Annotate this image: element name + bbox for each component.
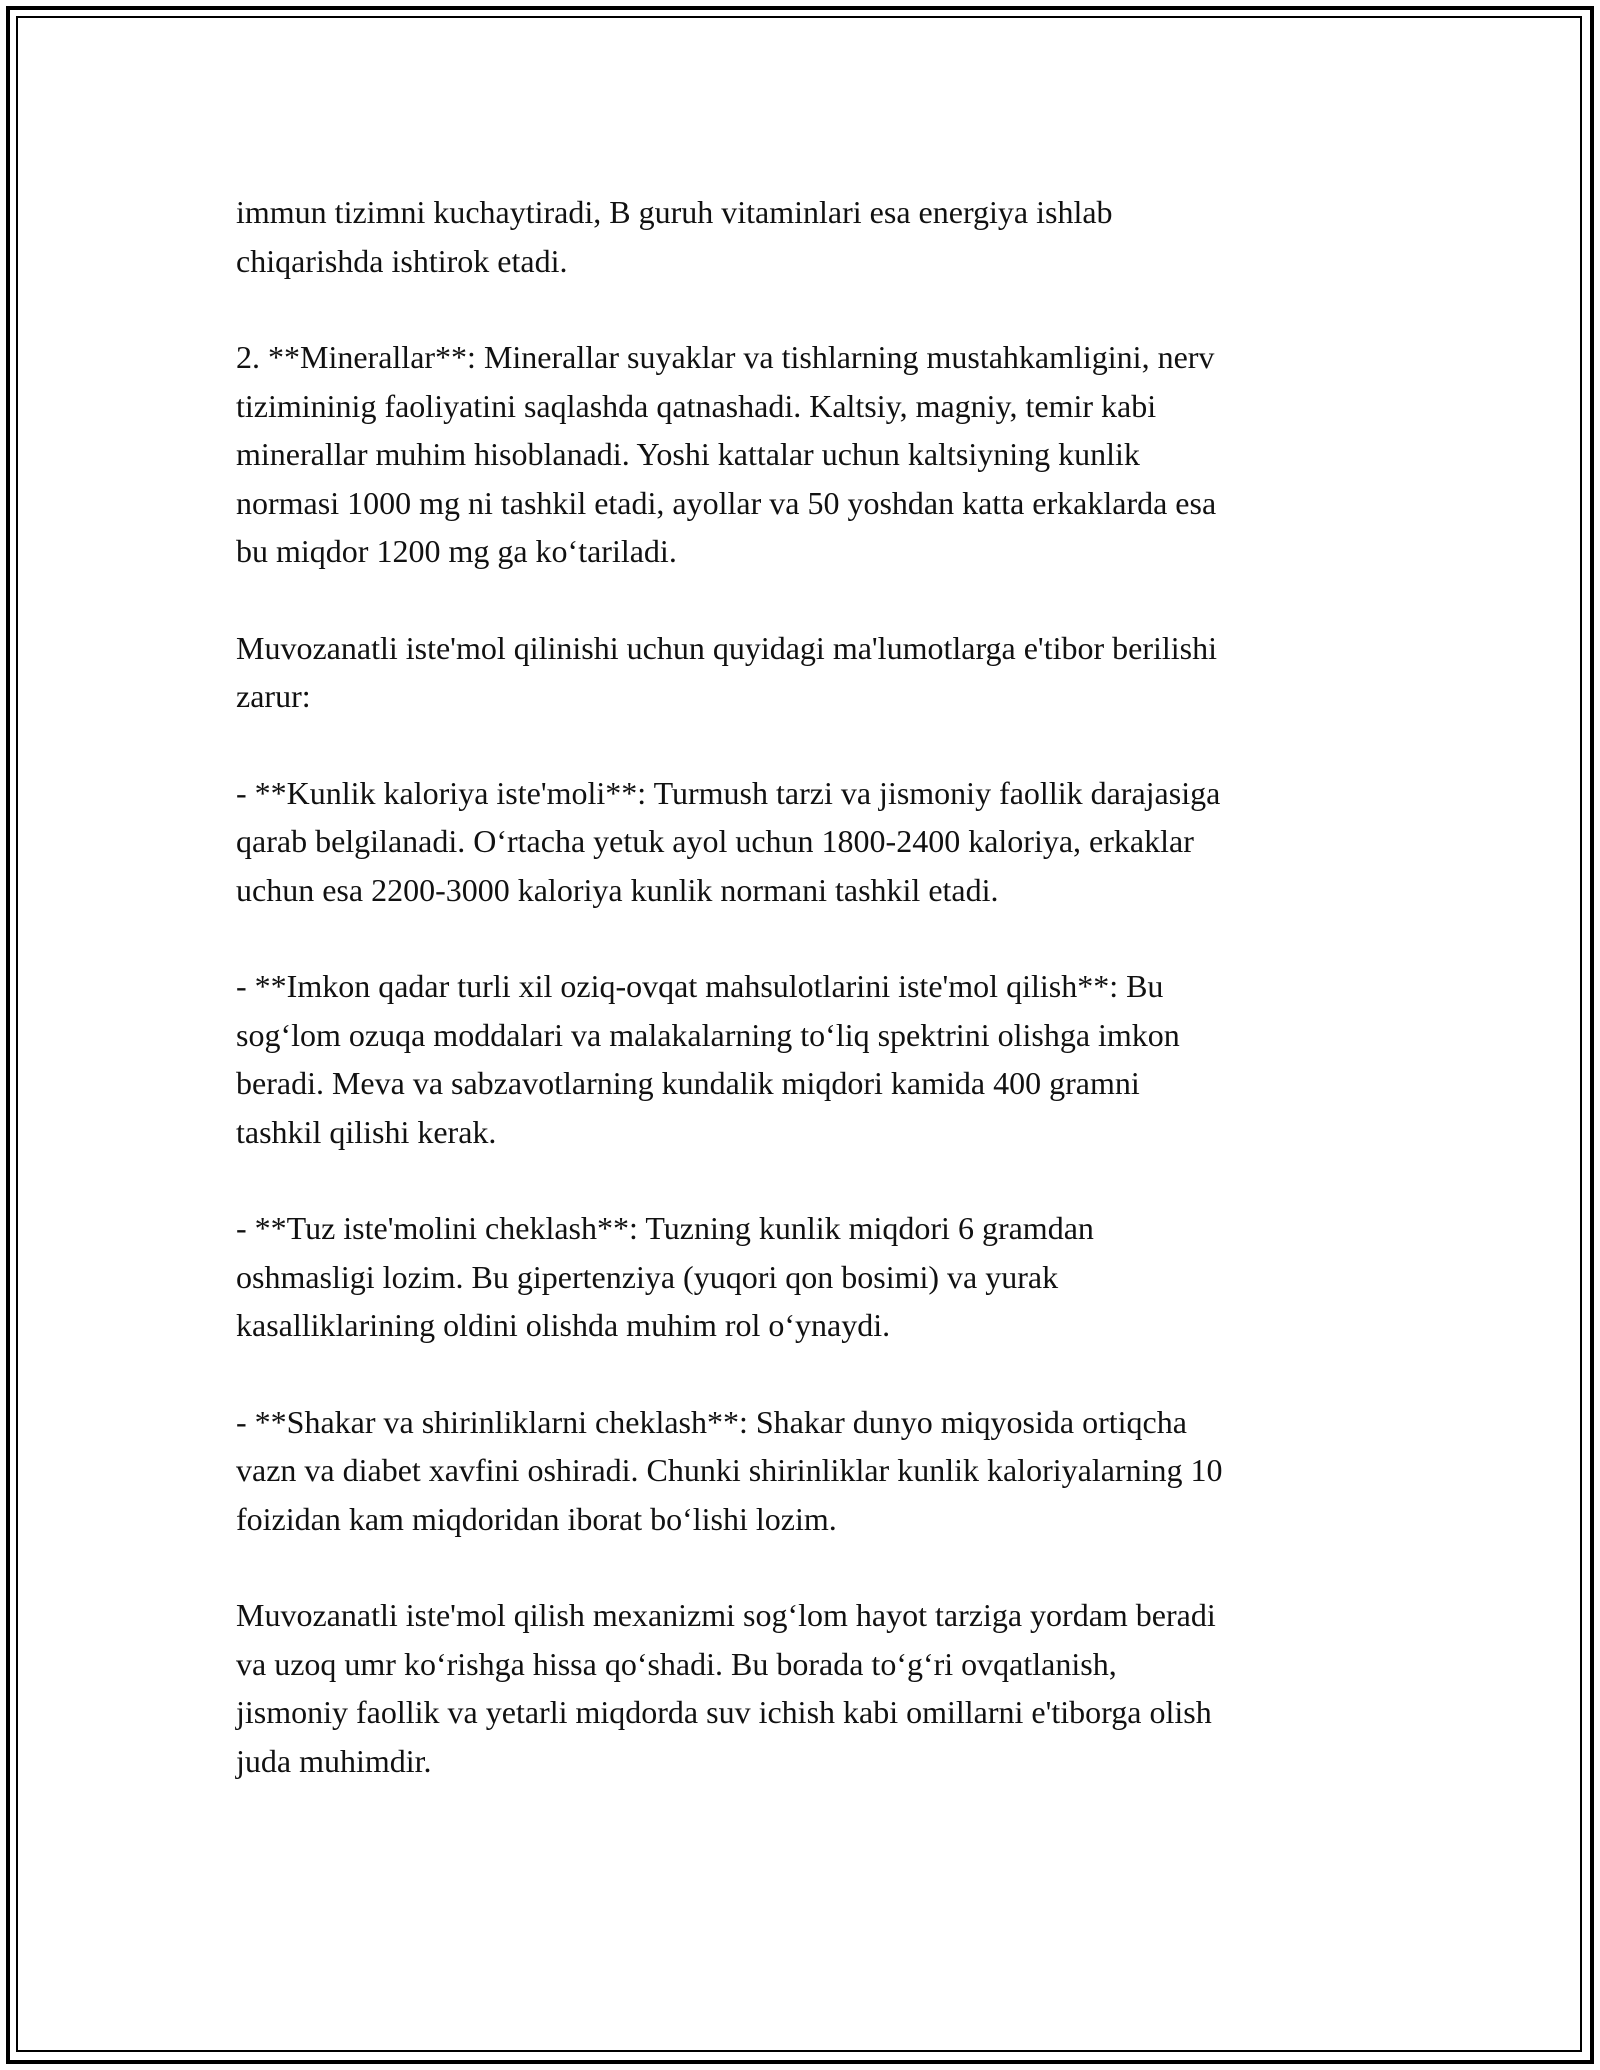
list-item-food-variety — [236, 962, 1376, 1156]
text-line: qarab belgilanadi. O‘rtacha yetuk ayol uchun 1800-2400 kaloriya, erkaklar — [236, 823, 1194, 859]
document-body — [236, 188, 1376, 1833]
paragraph-vitamins-continued — [236, 188, 1376, 285]
list-item-sugar-limit — [236, 1398, 1376, 1544]
text-line: tashkil qilishi kerak. — [236, 1113, 497, 1150]
paragraph-balanced-intro — [236, 624, 1376, 721]
text-line: normasi 1000 mg ni tashkil etadi, ayollar va 50 yoshdan katta erkaklarda esa — [236, 484, 1217, 521]
text-line: Muvozanatli iste'mol qilinishi uchun quyidagi ma'lumotlarga e'tibor berilishi — [236, 629, 1217, 666]
text-line: kasalliklarining oldini olishda muhim rol o‘ynaydi. — [236, 1307, 891, 1343]
text-line: juda muhimdir. — [236, 1742, 432, 1779]
text-line: tizimininig faoliyatini saqlashda qatnashadi. Kaltsiy, magniy, temir kabi — [236, 387, 1157, 424]
text-line: zarur: — [236, 678, 311, 714]
paragraph-conclusion — [236, 1591, 1376, 1785]
text-line: - **Tuz iste'molini cheklash**: Tuzning kunlik miqdori 6 gramdan — [236, 1210, 1094, 1246]
text-line: 2. **Minerallar**: Minerallar suyaklar va tishlarning mustahkamligini, nerv — [236, 339, 1215, 375]
text-line: - **Shakar va shirinliklarni cheklash**: Shakar dunyo miqyosida ortiqcha — [236, 1403, 1187, 1440]
list-item-daily-calories — [236, 769, 1376, 915]
text-line: chiqarishda ishtirok etadi. — [236, 242, 568, 279]
text-line: Muvozanatli iste'mol qilish mexanizmi sog‘lom hayot tarziga yordam beradi — [236, 1597, 1216, 1633]
text-line: oshmasligi lozim. Bu gipertenziya (yuqori qon bosimi) va yurak — [236, 1258, 1059, 1295]
text-line: sog‘lom ozuqa moddalari va malakalarning to‘liq spektrini olishga imkon — [236, 1016, 1180, 1053]
text-line: bu miqdor 1200 mg ga ko‘tariladi. — [236, 533, 677, 569]
text-line: va uzoq umr ko‘rishga hissa qo‘shadi. Bu borada to‘g‘ri ovqatlanish, — [236, 1645, 1117, 1682]
text-line: minerallar muhim hisoblanadi. Yoshi kattalar uchun kaltsiyning kunlik — [236, 436, 1140, 472]
text-line: foizidan kam miqdoridan iborat bo‘lishi lozim. — [236, 1500, 837, 1537]
text-line: immun tizimni kuchaytiradi, B guruh vitaminlari esa energiya ishlab — [236, 194, 1113, 230]
text-line: beradi. Meva va sabzavotlarning kundalik miqdori kamida 400 gramni — [236, 1065, 1140, 1101]
text-line: vazn va diabet xavfini oshiradi. Chunki shirinliklar kunlik kaloriyalarning 10 — [236, 1452, 1223, 1488]
text-line: - **Kunlik kaloriya iste'moli**: Turmush tarzi va jismoniy faollik darajasiga — [236, 774, 1221, 811]
paragraph-minerals — [236, 333, 1376, 576]
text-line: jismoniy faollik va yetarli miqdorda suv ichish kabi omillarni e'tiborga olish — [236, 1694, 1212, 1730]
list-item-salt-limit — [236, 1204, 1376, 1350]
text-line: uchun esa 2200-3000 kaloriya kunlik normani tashkil etadi. — [236, 871, 999, 908]
text-line: - **Imkon qadar turli xil oziq-ovqat mahsulotlarini iste'mol qilish**: Bu — [236, 968, 1164, 1004]
